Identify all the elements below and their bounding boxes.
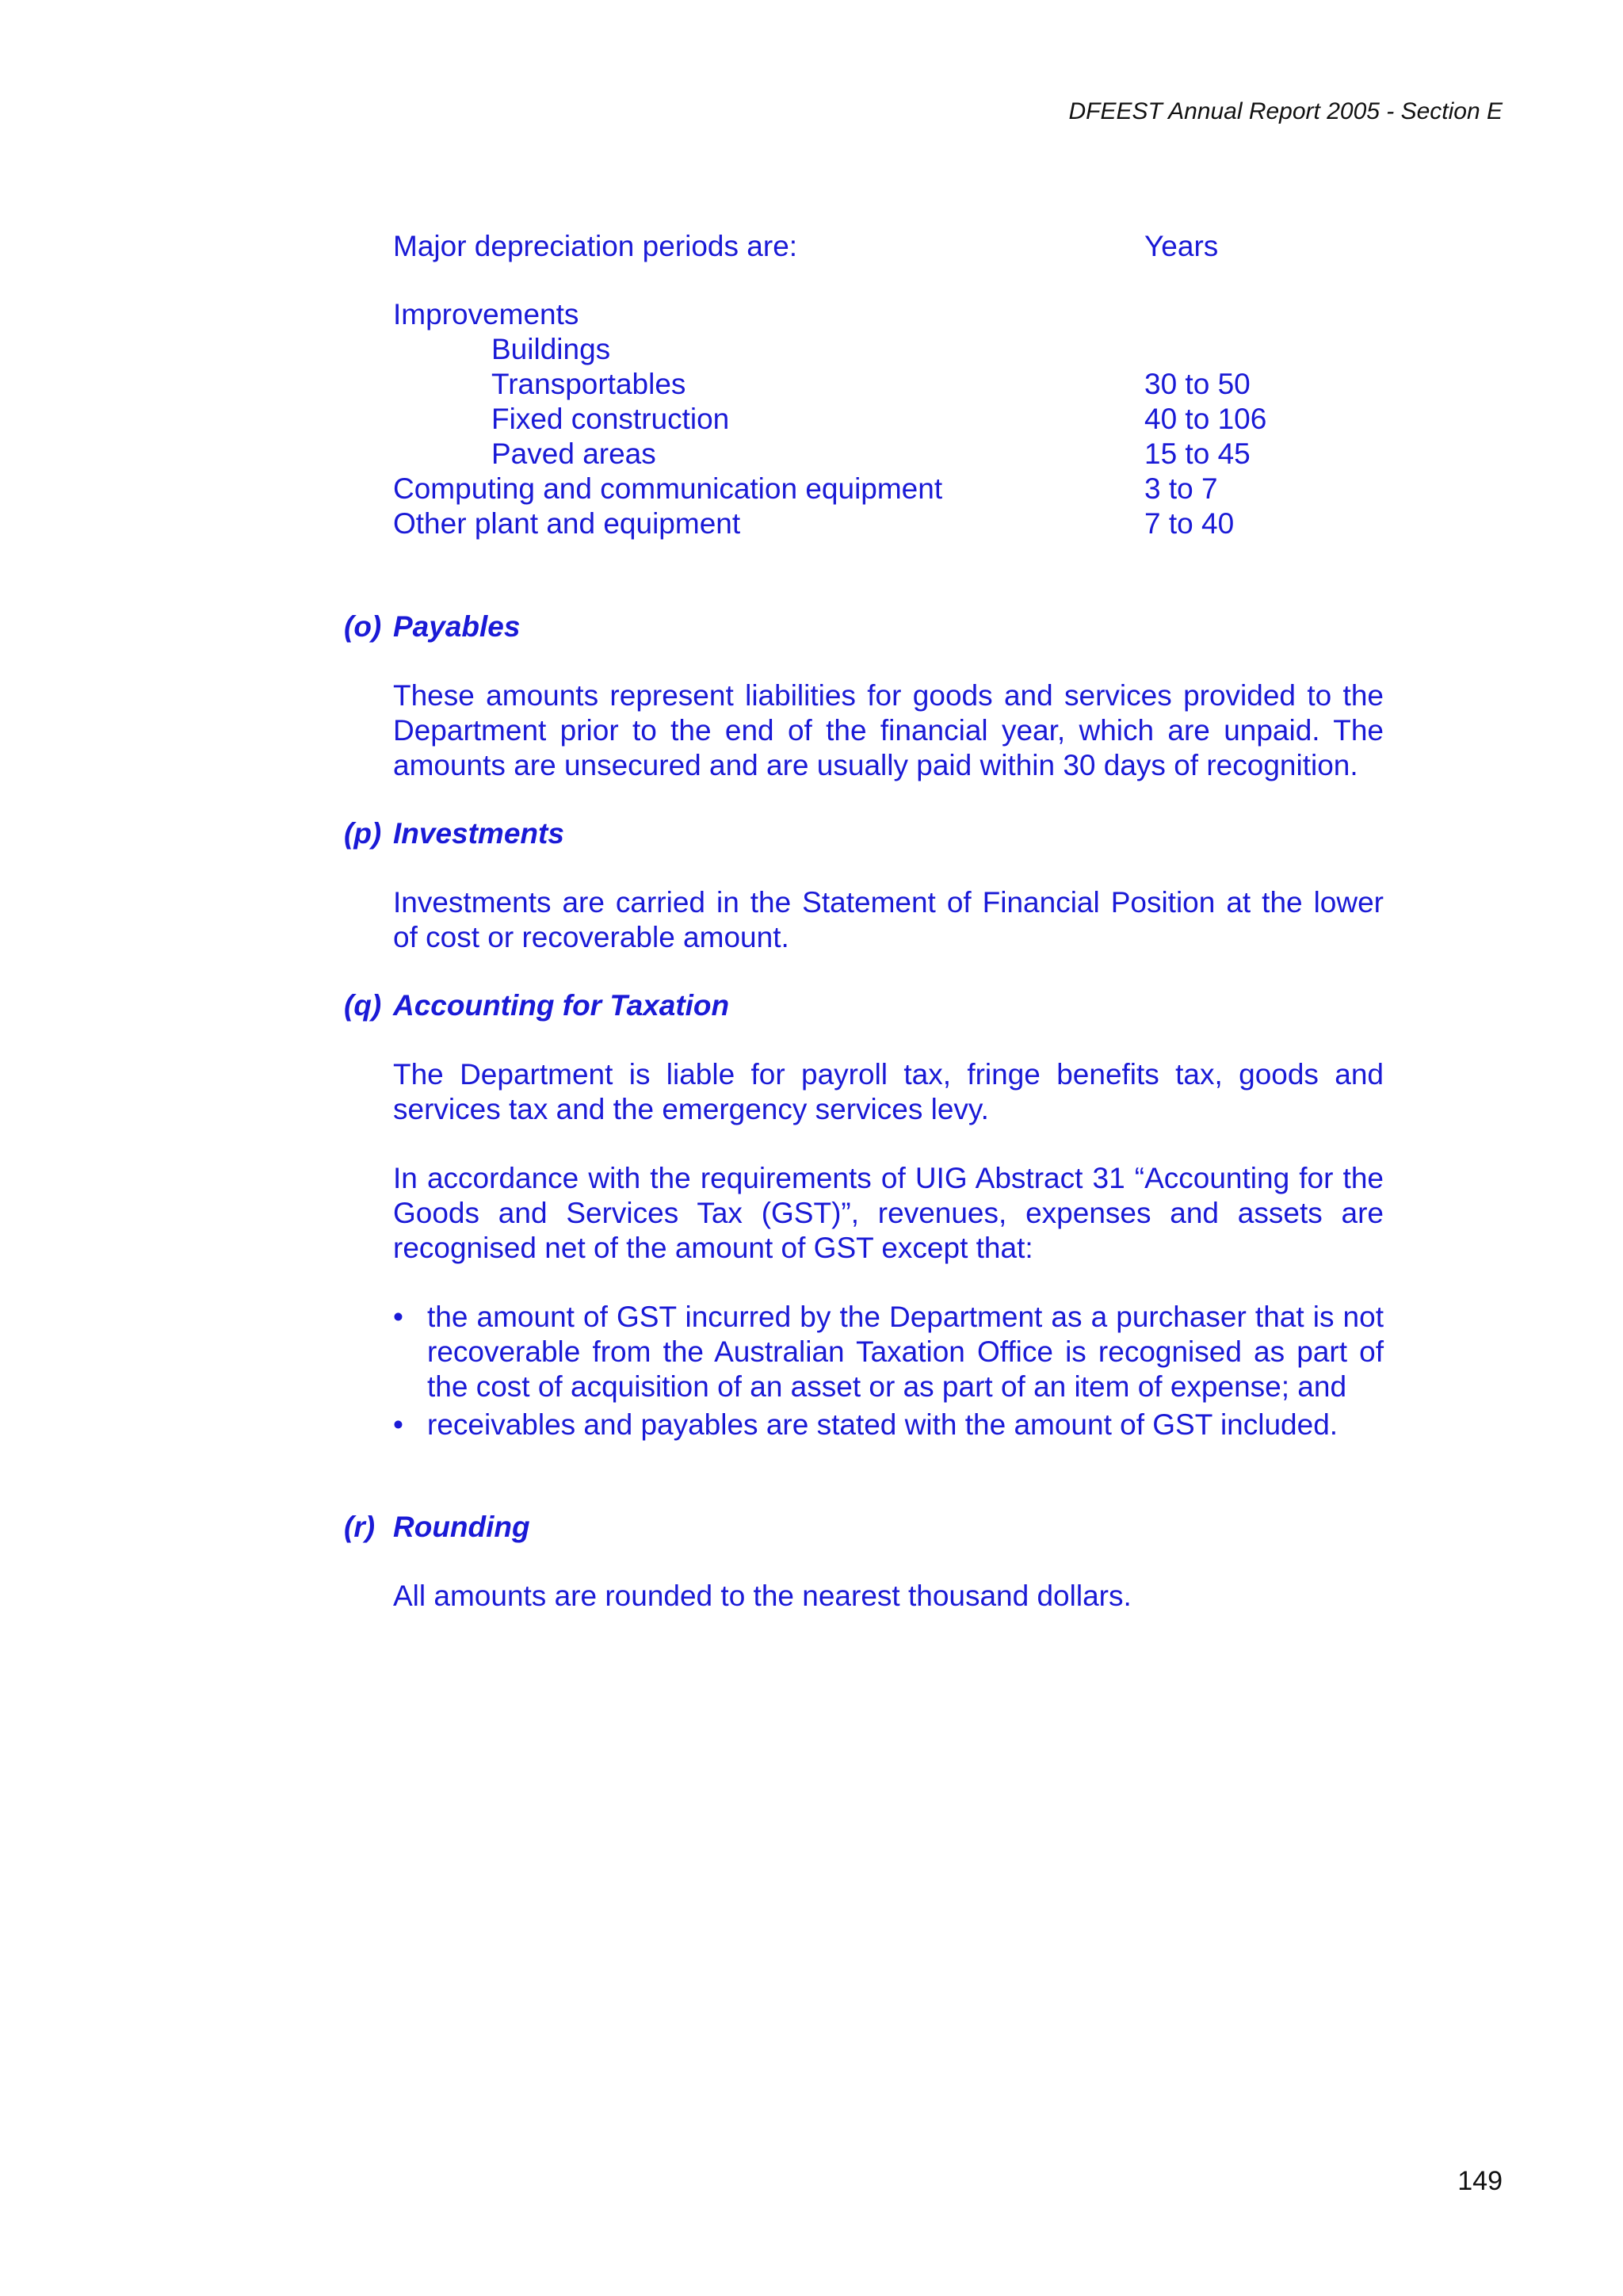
depreciation-label: Other plant and equipment (393, 507, 741, 540)
depreciation-label: Buildings (491, 333, 611, 365)
depreciation-years: 15 to 45 (1144, 437, 1251, 470)
bullet-icon: • (393, 1408, 403, 1441)
depreciation-label: Improvements (393, 298, 579, 330)
taxation-paragraph-liability: The Department is liable for payroll tax, fringe benefits tax, goods and services tax and the emergency services levy. (393, 1058, 1384, 1125)
gst-exceptions-list (393, 1300, 1384, 1446)
depreciation-heading: Major depreciation periods are: (393, 230, 798, 262)
depreciation-years: 30 to 50 (1144, 368, 1251, 400)
section-heading-taxation (344, 989, 729, 1022)
section-letter: (p) (344, 817, 382, 850)
list-item-text: the amount of GST incurred by the Department as a purchaser that is not recoverable from the Australian Taxation Office is recognised as part of the cost of acquisition of an asset or as part of an item of expense; and (427, 1301, 1384, 1403)
depreciation-label: Computing and communication equipment (393, 472, 943, 505)
depreciation-label: Fixed construction (491, 403, 730, 435)
list-item (393, 1300, 1384, 1404)
years-heading: Years (1144, 230, 1219, 262)
depreciation-years: 7 to 40 (1144, 507, 1235, 540)
depreciation-label: Paved areas (491, 437, 656, 470)
taxation-paragraph-gst: In accordance with the requirements of UIG Abstract 31 “Accounting for the Goods and Services Tax (GST)”, revenues, expenses and assets are recognised net of the amount of GST except that: (393, 1162, 1384, 1264)
running-header: DFEEST Annual Report 2005 - Section E (1068, 98, 1503, 124)
bullet-icon: • (393, 1301, 403, 1333)
investments-paragraph: Investments are carried in the Statement of Financial Position at the lower of cost or recoverable amount. (393, 886, 1384, 953)
depreciation-label: Transportables (491, 368, 686, 400)
section-heading-payables (344, 610, 520, 644)
section-title: Accounting for Taxation (393, 989, 730, 1022)
page-number: 149 (1457, 2166, 1503, 2196)
section-letter: (r) (344, 1511, 376, 1543)
section-title: Investments (393, 817, 564, 850)
list-item (393, 1408, 1384, 1442)
section-title: Payables (393, 610, 521, 643)
payables-paragraph: These amounts represent liabilities for goods and services provided to the Department prior to the end of the financial year, which are unpaid. The amounts are unsecured and are usually paid within 30 days of recognition. (393, 679, 1384, 781)
depreciation-years: 3 to 7 (1144, 472, 1218, 505)
section-letter: (o) (344, 610, 382, 643)
rounding-paragraph: All amounts are rounded to the nearest thousand dollars. (393, 1580, 1132, 1612)
depreciation-years: 40 to 106 (1144, 403, 1267, 435)
section-heading-rounding (344, 1511, 530, 1544)
section-letter: (q) (344, 989, 382, 1022)
section-heading-investments (344, 817, 564, 850)
section-title: Rounding (393, 1511, 530, 1543)
list-item-text: receivables and payables are stated with the amount of GST included. (427, 1408, 1338, 1441)
